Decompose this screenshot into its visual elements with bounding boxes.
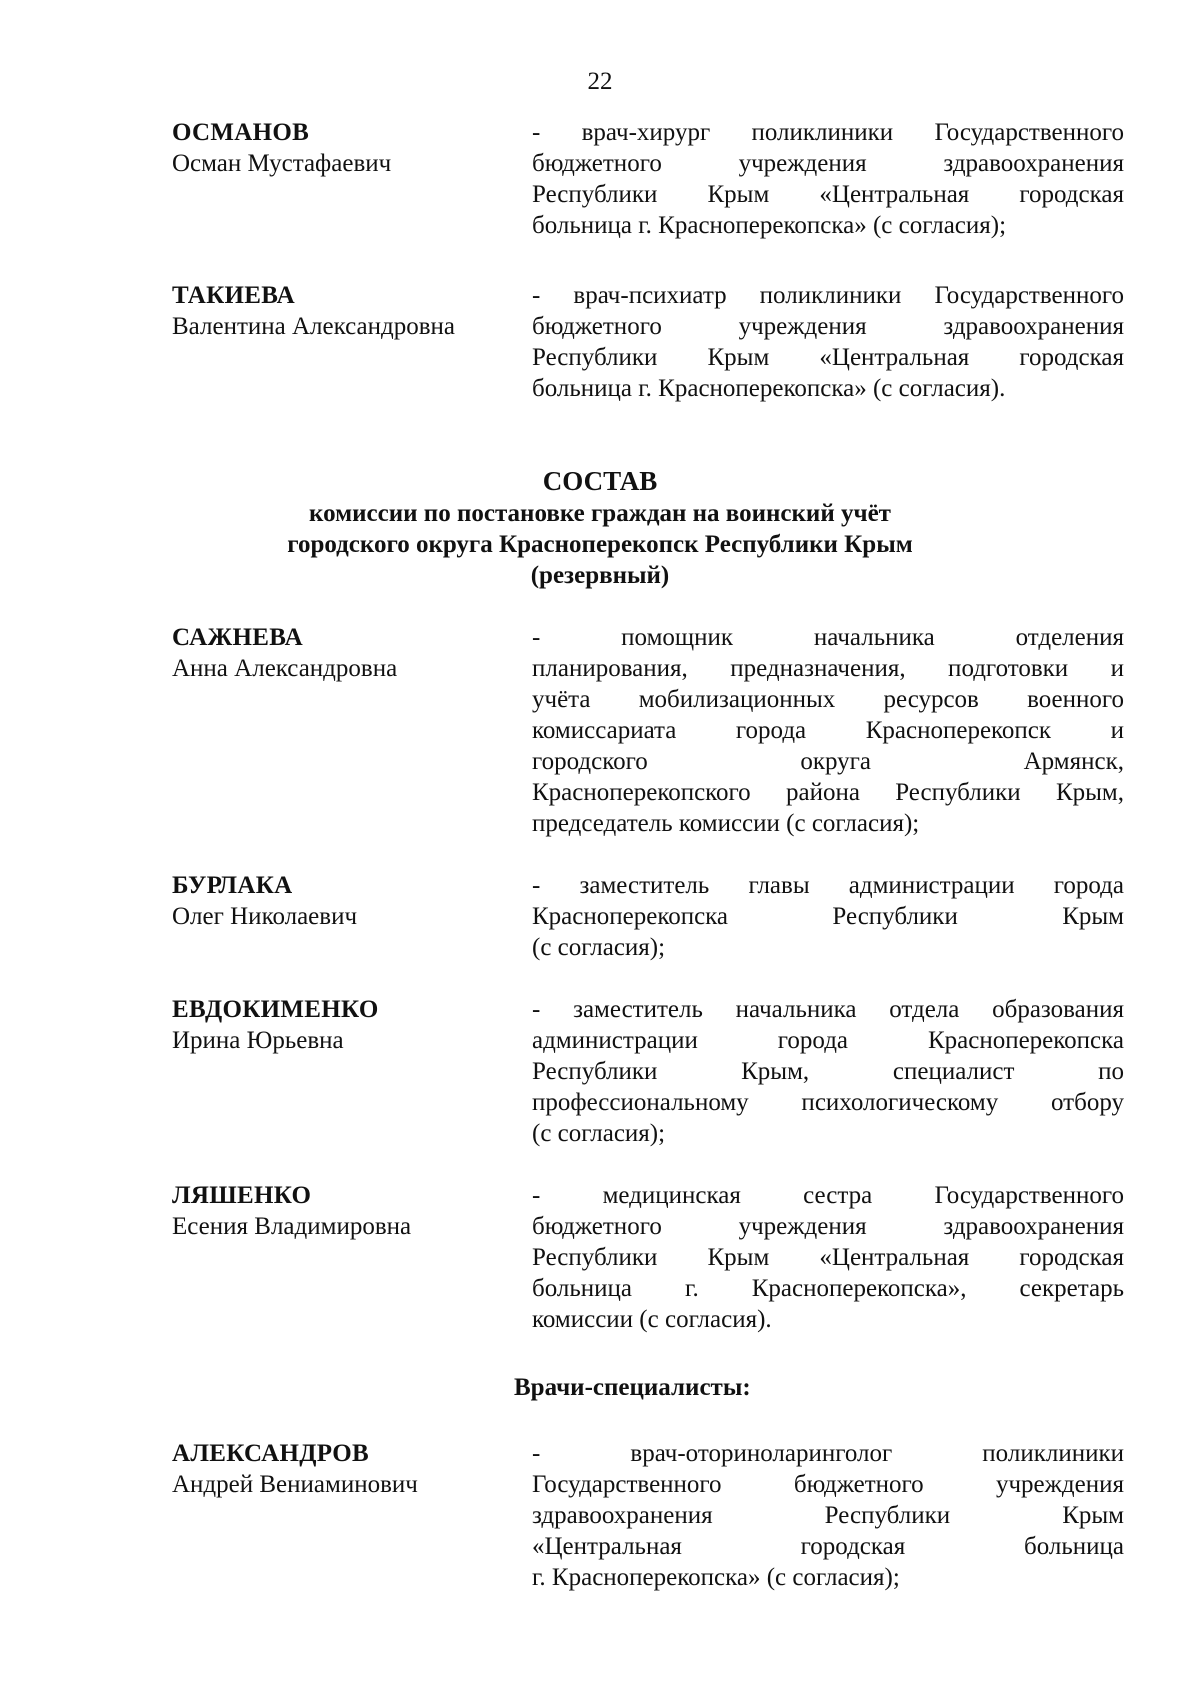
member-person [172, 1438, 512, 1500]
member-surname: ЛЯШЕНКО [172, 1182, 312, 1209]
member-surname: ЕВДОКИМЕНКО [172, 996, 379, 1023]
description-line: Республики Крым, специалист по [532, 1058, 1124, 1085]
member-full-name: Анна Александровна [172, 655, 398, 682]
description-line: городского округа Армянск, [532, 748, 1124, 775]
member-person [172, 870, 512, 932]
heading-line: городского округа Красноперекопск Республики Крым [287, 531, 913, 558]
description-line: учёта мобилизационных ресурсов военного [532, 686, 1124, 713]
description-line: Республики Крым «Центральная городская [532, 181, 1124, 208]
description-line: бюджетного учреждения здравоохранения [532, 150, 1124, 177]
description-line: - врач-хирург поликлиники Государственного [532, 119, 1124, 146]
member-person [172, 117, 512, 179]
member-full-name: Олег Николаевич [172, 903, 358, 930]
member-description [532, 1438, 1124, 1593]
description-line: Республики Крым «Центральная городская [532, 344, 1124, 371]
member-full-name: Андрей Вениаминович [172, 1471, 418, 1498]
description-line: Республики Крым «Центральная городская [532, 1244, 1124, 1271]
description-line: администрации города Красноперекопска [532, 1027, 1124, 1054]
member-person [172, 994, 512, 1056]
member-full-name: Осман Мустафаевич [172, 150, 392, 177]
description-line: комиссии (с согласия). [532, 1306, 772, 1333]
member-surname: АЛЕКСАНДРОВ [172, 1440, 369, 1467]
member-surname: ТАКИЕВА [172, 282, 295, 309]
description-line: планирования, предназначения, подготовки и [532, 655, 1124, 682]
description-line: «Центральная городская больница [532, 1533, 1124, 1560]
description-line: бюджетного учреждения здравоохранения [532, 1213, 1124, 1240]
description-line: - помощник начальника отделения [532, 624, 1124, 651]
member-description [532, 622, 1124, 839]
member-full-name: Валентина Александровна [172, 313, 455, 340]
member-full-name: Есения Владимировна [172, 1213, 412, 1240]
description-line: Красноперекопска Республики Крым [532, 903, 1124, 930]
member-description [532, 117, 1124, 241]
description-line: больница г. Красноперекопска» (с согласия); [532, 212, 1007, 239]
member-description [532, 994, 1124, 1149]
description-line: здравоохранения Республики Крым [532, 1502, 1124, 1529]
description-line: - медицинская сестра Государственного [532, 1182, 1124, 1209]
description-line: комиссариата города Красноперекопск и [532, 717, 1124, 744]
heading-title: СОСТАВ [542, 466, 658, 496]
member-person [172, 622, 512, 684]
description-line: профессиональному психологическому отбору [532, 1089, 1124, 1116]
member-full-name: Ирина Юрьевна [172, 1027, 344, 1054]
description-line: - заместитель главы администрации города [532, 872, 1124, 899]
member-surname: БУРЛАКА [172, 872, 293, 899]
page-number: 22 [587, 68, 613, 95]
description-line: больница г. Красноперекопска» (с согласия). [532, 375, 1006, 402]
description-line: - врач-психиатр поликлиники Государственного [532, 282, 1124, 309]
description-line: (с согласия); [532, 1120, 666, 1147]
member-person [172, 280, 512, 342]
description-line: бюджетного учреждения здравоохранения [532, 313, 1124, 340]
member-surname: САЖНЕВА [172, 624, 303, 651]
heading-line: комиссии по постановке граждан на воинский учёт [309, 500, 891, 527]
heading-line: (резервный) [530, 562, 670, 589]
description-line: Красноперекопского района Республики Крым, [532, 779, 1124, 806]
specialists-heading: Врачи-специалисты: [514, 1374, 751, 1401]
member-description [532, 280, 1124, 404]
description-line: (с согласия); [532, 934, 666, 961]
description-line: - заместитель начальника отдела образования [532, 996, 1124, 1023]
member-person [172, 1180, 512, 1242]
description-line: г. Красноперекопска» (с согласия); [532, 1564, 900, 1591]
description-line: Государственного бюджетного учреждения [532, 1471, 1124, 1498]
member-description [532, 870, 1124, 963]
commission-heading [0, 464, 1200, 591]
description-line: председатель комиссии (с согласия); [532, 810, 920, 837]
description-line: больница г. Красноперекопска», секретарь [532, 1275, 1124, 1302]
member-description [532, 1180, 1124, 1335]
description-line: - врач-оториноларинголог поликлиники [532, 1440, 1124, 1467]
member-surname: ОСМАНОВ [172, 119, 310, 146]
